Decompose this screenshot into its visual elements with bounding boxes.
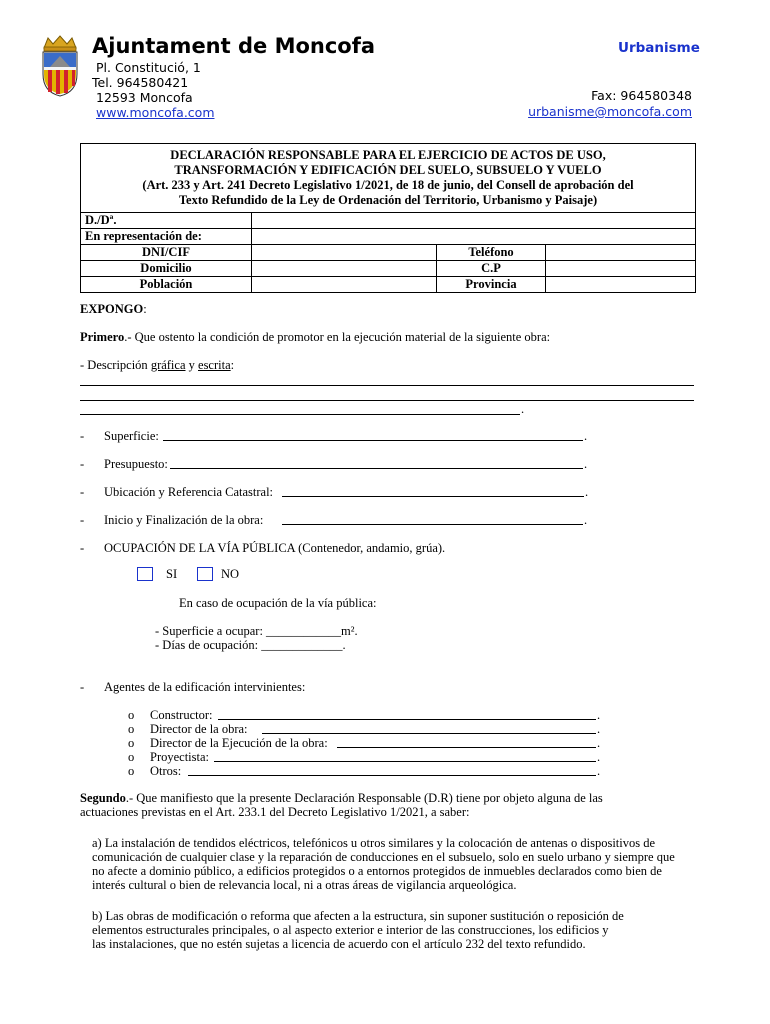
inicio-field[interactable] xyxy=(282,511,583,525)
director-ejecucion-label: Director de la Ejecución de la obra: xyxy=(150,736,328,750)
label-representation: En representación de: xyxy=(81,229,252,245)
form-title xyxy=(81,144,696,213)
field-poblacion[interactable] xyxy=(252,277,437,293)
field-provincia[interactable] xyxy=(546,277,696,293)
expongo-heading xyxy=(80,302,147,316)
label-dni: DNI/CIF xyxy=(81,245,252,261)
label-si: SI xyxy=(166,567,178,581)
superficie-field[interactable] xyxy=(163,427,583,441)
description-end-dot: . xyxy=(521,402,525,416)
field-representation[interactable] xyxy=(252,229,696,245)
segundo-label: Segundo xyxy=(80,791,126,805)
proyectista-label: Proyectista: xyxy=(150,750,210,764)
constructor-label: Constructor: xyxy=(150,708,213,722)
label-poblacion: Población xyxy=(81,277,252,293)
primero-paragraph xyxy=(80,330,550,344)
field-telefono[interactable] xyxy=(546,245,696,261)
address-line: Pl. Constitució, 1 xyxy=(96,60,201,75)
bullet-director-ejecucion: o xyxy=(128,736,135,750)
label-telefono: Teléfono xyxy=(437,245,546,261)
ubicacion-dot: . xyxy=(585,485,589,499)
segundo-text-1: .- Que manifiesto que la presente Declaración Responsable (D.R) tiene por objeto alguna de las xyxy=(125,791,603,805)
paragraph-a-line-4: interés cultural o bien de relevancia local, ni a otras áreas de vigilancia arqueológica. xyxy=(92,878,517,892)
field-domicilio[interactable] xyxy=(252,261,437,277)
label-domicilio: Domicilio xyxy=(81,261,252,277)
dash-agentes: - xyxy=(80,680,85,694)
field-dni[interactable] xyxy=(252,245,437,261)
inicio-dot: . xyxy=(584,513,588,527)
superficie-label: Superficie: xyxy=(104,429,159,443)
website-link[interactable]: www.moncofa.com xyxy=(96,105,215,120)
postal-line: 12593 Moncofa xyxy=(96,90,193,105)
dias-ocupacion[interactable]: - Días de ocupación: _____________. xyxy=(155,638,346,652)
ubicacion-label: Ubicación y Referencia Catastral: xyxy=(104,485,274,499)
fax-line: Fax: 964580348 xyxy=(591,88,692,103)
form-title-line-2: TRANSFORMACIÓN Y EDIFICACIÓN DEL SUELO, SUBSUELO Y VUELO xyxy=(174,163,602,177)
bullet-director-obra: o xyxy=(128,722,135,736)
org-title: Ajuntament de Moncofa xyxy=(92,34,376,58)
desc-grafica: gráfica xyxy=(150,358,186,372)
presupuesto-label: Presupuesto: xyxy=(104,457,168,471)
inicio-label: Inicio y Finalización de la obra: xyxy=(104,513,264,527)
proyectista-dot: . xyxy=(597,750,601,764)
bullet-constructor: o xyxy=(128,708,135,722)
superficie-dot: . xyxy=(584,429,588,443)
proyectista-field[interactable] xyxy=(214,748,596,762)
primero-text: .- Que ostento la condición de promotor en la ejecución material de la siguiente obra: xyxy=(124,330,551,344)
dash-presupuesto: - xyxy=(80,457,85,471)
email-link[interactable]: urbanisme@moncofa.com xyxy=(528,104,692,119)
expongo-colon: : xyxy=(143,302,147,316)
dash-ocupacion: - xyxy=(80,541,85,555)
bullet-otros: o xyxy=(128,764,135,778)
expongo-label: EXPONGO xyxy=(80,302,144,316)
description-line-3[interactable] xyxy=(80,401,520,415)
label-provincia: Provincia xyxy=(437,277,546,293)
director-obra-dot: . xyxy=(597,722,601,736)
agentes-label: Agentes de la edificación intervinientes: xyxy=(104,680,306,694)
director-ejecucion-field[interactable] xyxy=(337,734,596,748)
label-no: NO xyxy=(221,567,240,581)
paragraph-b-line-1: b) Las obras de modificación o reforma que afecten a la estructura, sin suponer sustitución o reposición de xyxy=(92,909,624,923)
department-label: Urbanisme xyxy=(618,40,700,56)
dash-superficie: - xyxy=(80,429,85,443)
director-obra-label: Director de la obra: xyxy=(150,722,248,736)
dash-ubicacion: - xyxy=(80,485,85,499)
paragraph-a-line-1: a) La instalación de tendidos eléctricos, telefónicos u otros similares y la colocación de antenas o dispositivos de xyxy=(92,836,656,850)
checkbox-si[interactable] xyxy=(137,567,153,581)
coat-of-arms-logo xyxy=(38,34,82,98)
declaration-form-table xyxy=(80,143,696,293)
description-label xyxy=(80,358,234,372)
paragraph-b-line-2: elementos estructurales principales, o al aspecto exterior e interior de las construcciones, los edificios y xyxy=(92,923,609,937)
presupuesto-dot: . xyxy=(584,457,588,471)
bullet-proyectista: o xyxy=(128,750,135,764)
form-title-line-4: Texto Refundido de la Ley de Ordenación del Territorio, Urbanismo y Paisaje) xyxy=(178,193,598,207)
otros-field[interactable] xyxy=(188,762,596,776)
form-title-line-3: (Art. 233 y Art. 241 Decreto Legislativo 1/2021, de 18 de junio, del Consell de aprobación del xyxy=(142,178,634,192)
constructor-dot: . xyxy=(597,708,601,722)
otros-label: Otros: xyxy=(150,764,182,778)
superficie-ocupar[interactable]: - Superficie a ocupar: ____________m². xyxy=(155,624,358,638)
description-line-1[interactable] xyxy=(80,372,694,386)
paragraph-a-line-2: comunicación de cualquier clase y la reparación de conducciones en el subsuelo, solo en suelo urbano y siempre que xyxy=(92,850,675,864)
segundo-paragraph-line-1 xyxy=(80,791,603,805)
presupuesto-field[interactable] xyxy=(170,455,583,469)
en-caso-text: En caso de ocupación de la vía pública: xyxy=(179,596,377,610)
director-ejecucion-dot: . xyxy=(597,736,601,750)
ubicacion-field[interactable] xyxy=(282,483,584,497)
description-line-2[interactable] xyxy=(80,387,694,401)
dash-inicio: - xyxy=(80,513,85,527)
ocupacion-label: OCUPACIÓN DE LA VÍA PÚBLICA (Contenedor, andamio, grúa). xyxy=(104,541,446,555)
field-dd[interactable] xyxy=(252,213,696,229)
director-obra-field[interactable] xyxy=(262,720,596,734)
segundo-paragraph-line-2: actuaciones previstas en el Art. 233.1 del Decreto Legislativo 1/2021, a saber: xyxy=(80,805,470,819)
label-cp: C.P xyxy=(437,261,546,277)
desc-escrita: escrita xyxy=(198,358,231,372)
paragraph-b-line-3: las instalaciones, que no estén sujetas a licencia de acuerdo con el artículo 232 del texto refundido. xyxy=(92,937,586,951)
desc-y: y xyxy=(185,358,199,372)
field-cp[interactable] xyxy=(546,261,696,277)
constructor-field[interactable] xyxy=(218,706,596,720)
desc-prefix: - Descripción xyxy=(80,358,151,372)
form-title-line-1: DECLARACIÓN RESPONSABLE PARA EL EJERCICIO DE ACTOS DE USO, xyxy=(170,148,606,162)
checkbox-no[interactable] xyxy=(197,567,213,581)
desc-colon: : xyxy=(230,358,235,372)
otros-dot: . xyxy=(597,764,601,778)
phone-line: Tel. 964580421 xyxy=(92,75,189,90)
paragraph-a-line-3: no afecte a dominio público, a edificios protegidos o a entornos protegidos de inmuebles declarados como bien de xyxy=(92,864,662,878)
primero-label: Primero xyxy=(80,330,125,344)
label-dd: D./Dª. xyxy=(81,213,252,229)
